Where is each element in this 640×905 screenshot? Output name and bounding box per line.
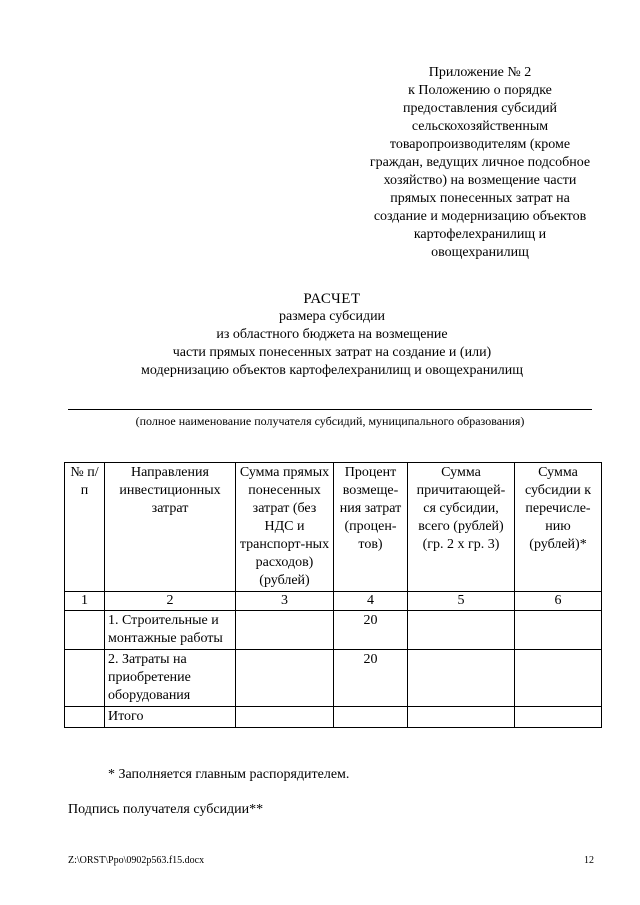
header-cell: Сумма субсидии к перечисле-нию (рублей)* (515, 463, 602, 592)
column-number: 5 (408, 592, 515, 611)
column-number: 4 (334, 592, 408, 611)
footer-file-path: Z:\ORST\Ppo\0902p563.f15.docx (68, 855, 205, 866)
appendix-line: к Положению о порядке (408, 83, 552, 98)
appendix-line: граждан, ведущих личное подсобное (369, 155, 591, 170)
page-number: 12 (584, 855, 594, 866)
table-cell: 20 (334, 650, 408, 707)
table-header-row (65, 463, 602, 592)
header-cell: № п/п (65, 463, 105, 592)
subtitle-line: размера субсидии (278, 309, 386, 324)
header-cell: Сумма прямых понесенных затрат (без НДС и транспорт-ных расходов) (рублей) (236, 463, 334, 592)
header-cell: Сумма причитающей-ся субсидии, всего (рублей) (гр. 2 х гр. 3) (408, 463, 515, 592)
subtitle-line: части прямых понесенных затрат на создание и (или) (172, 345, 492, 360)
table-row (65, 611, 602, 650)
appendix-line: предоставления субсидий (402, 101, 558, 116)
subtitle-line: из областного бюджета на возмещение (216, 327, 448, 342)
table-cell: Итого (105, 707, 236, 728)
table-cell[interactable] (408, 650, 515, 707)
table-cell[interactable] (408, 611, 515, 650)
appendix-line: Приложение № 2 (428, 65, 532, 80)
table-cell[interactable] (515, 650, 602, 707)
subtitle-line: модернизацию объектов картофелехранилищ и овощехранилищ (141, 363, 523, 378)
table-cell[interactable] (236, 707, 334, 728)
table-cell[interactable] (65, 611, 105, 650)
table-row (65, 650, 602, 707)
column-number: 1 (65, 592, 105, 611)
column-number: 2 (105, 592, 236, 611)
appendix-header (330, 64, 630, 262)
table-cell: 1. Строительные и монтажные работы (105, 611, 236, 650)
header-cell: Процент возмеще-ния затрат (процен-тов) (334, 463, 408, 592)
table-cell: 2. Затраты на приобретение оборудования (105, 650, 236, 707)
signature-line: Подпись получателя субсидии** (68, 802, 264, 817)
table-cell[interactable] (515, 707, 602, 728)
table-cell[interactable] (236, 650, 334, 707)
table-cell[interactable] (236, 611, 334, 650)
table-cell[interactable] (65, 650, 105, 707)
appendix-line: хозяйство) на возмещение части (383, 173, 577, 188)
column-number: 6 (515, 592, 602, 611)
recipient-caption: (полное наименование получателя субсидий, муниципального образования) (135, 414, 525, 428)
appendix-line: создание и модернизацию объектов (373, 209, 587, 224)
table-cell[interactable] (408, 707, 515, 728)
appendix-line: прямых понесенных затрат на (390, 191, 570, 206)
subsidy-calculation-table (64, 462, 602, 728)
recipient-name-blank[interactable] (68, 409, 592, 410)
appendix-line: картофелехранилищ и (413, 227, 547, 242)
column-number-row (65, 592, 602, 611)
document-title-block (0, 290, 640, 380)
header-cell: Направления инвестиционных затрат (105, 463, 236, 592)
footnote: * Заполняется главным распорядителем. (108, 767, 350, 782)
table-cell[interactable] (65, 707, 105, 728)
appendix-line: сельскохозяйственным (411, 119, 549, 134)
appendix-line: овощехранилищ (431, 245, 529, 260)
table-cell[interactable] (515, 611, 602, 650)
table-row (65, 707, 602, 728)
column-number: 3 (236, 592, 334, 611)
document-title: РАСЧЕТ (303, 291, 361, 307)
table-cell[interactable] (334, 707, 408, 728)
table-cell: 20 (334, 611, 408, 650)
appendix-line: товаропроизводителям (кроме (389, 137, 571, 152)
